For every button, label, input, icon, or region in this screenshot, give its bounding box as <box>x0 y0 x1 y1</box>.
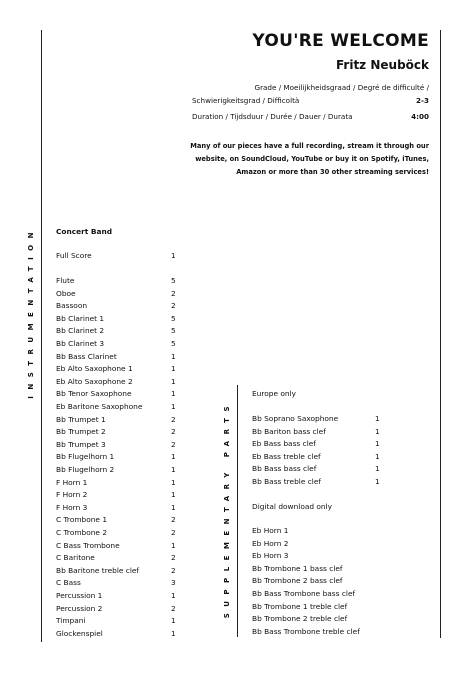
part-name: Bb Bass treble clef <box>252 477 321 486</box>
part-row <box>56 591 176 600</box>
part-row <box>56 326 176 336</box>
part-row <box>56 616 176 626</box>
part-name: Eb Bass treble clef <box>252 451 321 461</box>
part-quantity: 2 <box>171 414 176 424</box>
ensemble-heading: Concert Band <box>56 227 113 236</box>
part-name: F Horn 2 <box>56 490 88 500</box>
part-row <box>56 477 176 487</box>
part-row <box>252 414 380 423</box>
part-row <box>252 627 360 636</box>
part-row <box>56 364 176 374</box>
part-name: Eb Bass bass clef <box>252 439 316 449</box>
supplementary-rule <box>237 385 238 637</box>
part-row <box>56 540 176 550</box>
part-name: Bb Trombone 1 treble clef <box>252 601 348 611</box>
part-name: Bb Trombone 2 treble clef <box>252 614 348 624</box>
part-row <box>56 427 176 437</box>
promo-text: Many of our pieces have a full recording, stream it through our website, on SoundCloud, YouTube or buy it on Spotify, iTunes, Amazon or more than 30 other streaming services! <box>190 142 429 176</box>
part-row <box>56 414 176 424</box>
part-name: Bassoon <box>56 301 88 311</box>
part-row <box>56 578 176 588</box>
instrumentation-label: INSTRUMENTATION <box>27 226 35 399</box>
part-quantity: 5 <box>171 313 176 323</box>
part-quantity: 1 <box>171 351 176 361</box>
part-row <box>56 553 176 563</box>
part-name: Eb Horn 1 <box>252 526 289 535</box>
part-row <box>252 477 380 486</box>
composer-name: Fritz Neuböck <box>335 58 429 72</box>
part-name: Bb Clarinet 2 <box>56 326 105 336</box>
part-name: Bb Soprano Saxophone <box>252 414 339 423</box>
part-quantity: 1 <box>171 540 176 550</box>
part-row <box>56 313 176 323</box>
part-name: Percussion 1 <box>56 591 103 600</box>
right-margin-rule <box>440 30 441 638</box>
part-row <box>56 351 176 361</box>
part-name: Eb Horn 2 <box>252 538 289 548</box>
part-name: C Bass Trombone <box>56 540 120 550</box>
part-quantity: 2 <box>171 565 176 575</box>
grade-value: 2-3 <box>416 96 429 105</box>
part-name: F Horn 1 <box>56 477 88 487</box>
part-row <box>56 452 176 462</box>
part-quantity: 1 <box>375 477 380 486</box>
part-quantity: 1 <box>171 452 176 462</box>
part-quantity: 1 <box>375 439 380 449</box>
part-row <box>252 539 288 548</box>
part-row <box>252 576 343 585</box>
part-quantity: 3 <box>171 578 176 588</box>
part-name: Bb Bass bass clef <box>252 464 317 474</box>
part-name: Bb Bass Clarinet <box>56 351 117 361</box>
part-name: Eb Alto Saxophone 2 <box>56 376 133 386</box>
part-quantity: 1 <box>171 389 176 399</box>
part-name: Percussion 2 <box>56 603 103 613</box>
part-row <box>56 603 176 613</box>
part-row <box>252 602 347 611</box>
part-name: C Trombone 2 <box>56 528 108 537</box>
part-quantity: 1 <box>375 451 380 461</box>
part-row <box>252 551 288 560</box>
part-row <box>56 288 176 298</box>
part-row <box>56 515 176 525</box>
part-quantity: 2 <box>171 603 176 613</box>
part-quantity: 1 <box>171 628 176 638</box>
part-quantity: 1 <box>171 402 176 411</box>
part-quantity: 5 <box>171 339 176 348</box>
duration-label: Duration / Tijdsduur / Durée / Dauer / Durata <box>192 112 353 121</box>
part-row <box>56 528 176 537</box>
part-quantity: 1 <box>171 251 176 260</box>
part-quantity: 5 <box>171 276 176 285</box>
part-name: Bb Flugelhorn 1 <box>56 452 115 462</box>
part-row <box>56 376 176 386</box>
left-margin-rule <box>41 30 42 642</box>
part-quantity: 2 <box>171 515 176 525</box>
part-quantity: 2 <box>171 427 176 437</box>
part-row <box>252 589 355 598</box>
europe-only-heading: Europe only <box>252 389 296 398</box>
part-name: Eb Alto Saxophone 1 <box>56 364 133 374</box>
part-quantity: 1 <box>171 502 176 512</box>
part-quantity: 2 <box>171 553 176 563</box>
piece-title: YOU'RE WELCOME <box>252 31 429 51</box>
grade-label-line2: Schwierigkeitsgrad / Difficoltà <box>192 96 300 105</box>
part-row <box>56 490 176 500</box>
part-row <box>56 465 176 474</box>
part-name: C Bass <box>56 578 81 588</box>
part-quantity: 1 <box>375 426 380 436</box>
part-row <box>252 426 380 436</box>
part-name: Oboe <box>56 288 76 298</box>
part-name: Bb Tenor Saxophone <box>56 389 132 399</box>
digital-only-heading: Digital download only <box>252 502 333 511</box>
part-name: Glockenspiel <box>56 628 103 638</box>
part-name: Bb Clarinet 1 <box>56 313 105 323</box>
part-quantity: 2 <box>171 528 176 537</box>
part-name: Full Score <box>56 251 92 260</box>
part-quantity: 1 <box>171 591 176 600</box>
part-name: Eb Horn 3 <box>252 551 289 561</box>
part-name: Bb Bariton bass clef <box>252 426 326 436</box>
part-row <box>252 451 380 461</box>
supplementary-parts-label: SUPPLEMENTARY PARTS <box>223 400 231 619</box>
part-quantity: 2 <box>171 439 176 449</box>
part-row <box>56 628 176 638</box>
part-name: Bb Flugelhorn 2 <box>56 465 115 474</box>
duration-value: 4:00 <box>411 112 429 121</box>
part-quantity: 1 <box>171 376 176 386</box>
part-name: Bb Baritone treble clef <box>56 565 140 575</box>
part-quantity: 1 <box>375 414 380 423</box>
part-row <box>56 276 176 285</box>
part-row <box>56 301 176 311</box>
part-row <box>56 402 176 411</box>
part-name: Bb Bass Trombone treble clef <box>252 626 360 636</box>
part-quantity: 2 <box>171 288 176 298</box>
part-row <box>56 502 176 512</box>
part-row <box>56 251 176 260</box>
part-row <box>252 439 380 449</box>
part-quantity: 1 <box>171 465 176 474</box>
part-name: F Horn 3 <box>56 502 88 512</box>
part-quantity: 1 <box>171 364 176 374</box>
part-name: Bb Clarinet 3 <box>56 339 105 348</box>
part-name: Bb Trumpet 1 <box>56 414 106 424</box>
part-row <box>56 565 176 575</box>
part-row <box>252 614 347 623</box>
part-name: Eb Baritone Saxophone <box>56 402 143 411</box>
part-name: Timpani <box>56 616 86 626</box>
part-quantity: 1 <box>171 616 176 626</box>
part-quantity: 2 <box>171 301 176 311</box>
part-name: Bb Bass Trombone bass clef <box>252 589 356 598</box>
part-name: C Trombone 1 <box>56 515 108 525</box>
part-name: Bb Trumpet 3 <box>56 439 106 449</box>
part-name: C Baritone <box>56 553 95 563</box>
grade-label-line1: Grade / Moeilijkheidsgraad / Degré de difficulté / <box>254 83 429 92</box>
part-row <box>252 464 380 474</box>
part-quantity: 1 <box>171 477 176 487</box>
part-quantity: 5 <box>171 326 176 336</box>
part-name: Flute <box>56 276 75 285</box>
part-quantity: 1 <box>375 464 380 474</box>
part-row <box>56 339 176 348</box>
part-name: Bb Trombone 1 bass clef <box>252 563 343 573</box>
part-row <box>252 526 288 535</box>
part-name: Bb Trombone 2 bass clef <box>252 576 343 586</box>
part-row <box>56 439 176 449</box>
part-row <box>252 564 343 573</box>
part-quantity: 1 <box>171 490 176 500</box>
part-name: Bb Trumpet 2 <box>56 427 106 437</box>
part-row <box>56 389 176 399</box>
